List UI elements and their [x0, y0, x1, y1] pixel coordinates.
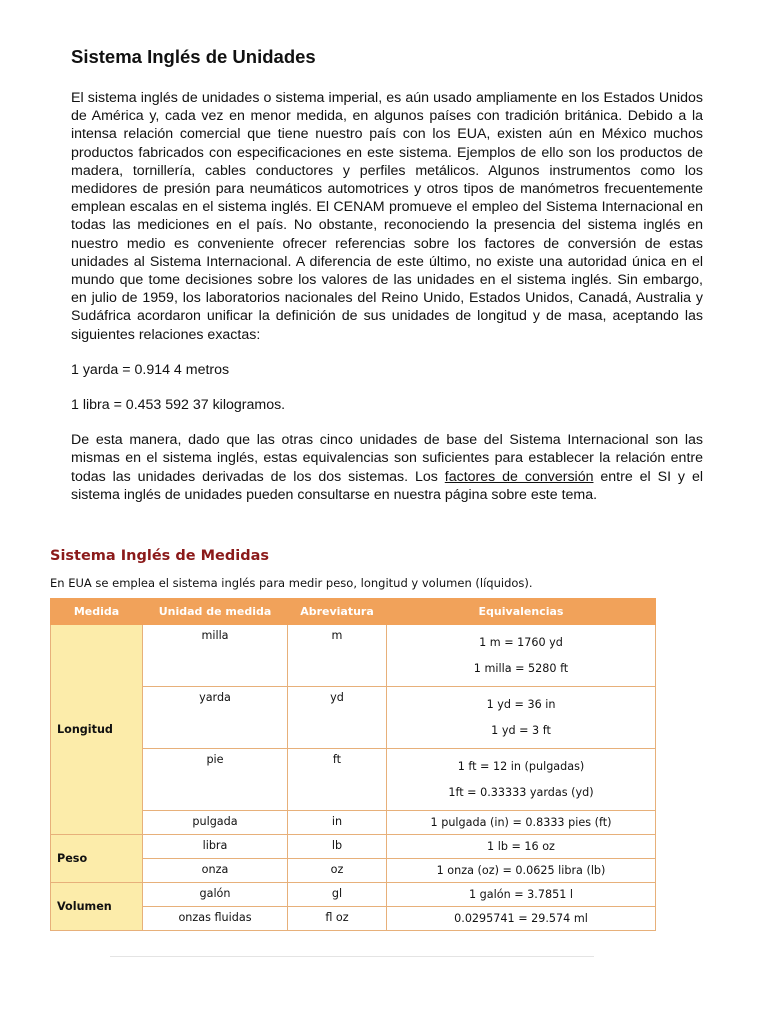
abbr-cell: oz: [288, 859, 387, 883]
equivalence-line: 1 ft = 12 in (pulgadas): [457, 759, 585, 773]
intro-paragraph: El sistema inglés de unidades o sistema imperial, es aún usado ampliamente en los Estados Unidos de América y, cada vez en menor medida, en algunos países con tradición británica. Debido a la intensa relación comercial que tiene nuestro país con los EUA, existen aún en México muchos productos fabricados con especificaciones en este sistema. Ejemplos de ello son los productos de madera, tornillería, cables conductores y perfiles metálicos. Algunos instrumentos como los medidores de presión para neumáticos automotrices y otros tipos de manómetros frecuentemente emplean escalas en el sistema inglés. El CENAM promueve el empleo del Sistema Internacional en todas las mediciones en el país. No obstante, reconociendo la presencia del sistema inglés en nuestro medio es conveniente ofrecer referencias sobre los factores de conversión de estas unidades al Sistema Internacional. A diferencia de este último, no existe una autoridad única en el mundo que tome decisiones sobre los valores de las unidades en el sistema inglés. Sin embargo, en julio de 1959, los laboratorios nacionales del Reino Unido, Estados Unidos, Canadá, Australia y Sudáfrica acordaron unificar la definición de sus unidades de longitud y de masa, aceptando las siguientes relaciones exactas:: [71, 90, 703, 343]
equivalence-cell: [387, 625, 656, 687]
equivalence-cell: 0.0295741 = 29.574 ml: [387, 907, 656, 931]
header-medida: Medida: [51, 599, 143, 625]
abbr-cell: m: [288, 625, 387, 687]
equivalence-cell: [387, 749, 656, 811]
header-abreviatura: Abreviatura: [288, 599, 387, 625]
equivalence-cell: 1 pulgada (in) = 0.8333 pies (ft): [387, 811, 656, 835]
equivalence-line: 1 yd = 3 ft: [491, 723, 551, 737]
section-title: Sistema Inglés de Medidas: [50, 548, 270, 564]
unit-cell: pulgada: [143, 811, 288, 835]
page-title: Sistema Inglés de Unidades: [71, 46, 316, 67]
abbr-cell: gl: [288, 883, 387, 907]
equivalence-cell: 1 lb = 16 oz: [387, 835, 656, 859]
table-row: [51, 625, 656, 687]
table-header-row: [51, 599, 656, 625]
table-row: [51, 835, 656, 859]
measures-table: [50, 598, 656, 931]
table-row: [51, 883, 656, 907]
conclusion-text-end: entre el SI y el sistema inglés de unidades pueden consultarse en nuestra página sobre este tema.: [71, 468, 703, 503]
equivalence-line: 1 milla = 5280 ft: [473, 661, 569, 675]
equivalence-cell: [387, 687, 656, 749]
equivalence-line: 1 m = 1760 yd: [479, 635, 563, 649]
category-peso: Peso: [51, 835, 143, 883]
section-intro: En EUA se emplea el sistema inglés para medir peso, longitud y volumen (líquidos).: [50, 576, 533, 590]
abbr-cell: ft: [288, 749, 387, 811]
unit-cell: libra: [143, 835, 288, 859]
unit-cell: yarda: [143, 687, 288, 749]
abbr-cell: fl oz: [288, 907, 387, 931]
libra-equivalence: 1 libra = 0.453 592 37 kilogramos.: [71, 397, 286, 414]
measures-section: [50, 548, 656, 931]
equivalence-cell: 1 galón = 3.7851 l: [387, 883, 656, 907]
equivalence-cell: 1 onza (oz) = 0.0625 libra (lb): [387, 859, 656, 883]
yarda-equivalence: 1 yarda = 0.914 4 metros: [71, 361, 230, 378]
unit-cell: onza: [143, 859, 288, 883]
header-equivalencias: Equivalencias: [387, 599, 656, 625]
abbr-cell: yd: [288, 687, 387, 749]
abbr-cell: lb: [288, 835, 387, 859]
abbr-cell: in: [288, 811, 387, 835]
header-unidad: Unidad de medida: [143, 599, 288, 625]
unit-cell: onzas fluidas: [143, 907, 288, 931]
category-longitud: Longitud: [51, 625, 143, 835]
unit-cell: pie: [143, 749, 288, 811]
conversion-factors-link[interactable]: factores de conversión: [444, 468, 594, 485]
conclusion-text-start: De esta manera, dado que las otras cinco unidades de base del Sistema Internacional son las mismas en el sistema inglés, estas equivalencias son suficientes para establecer la relación entre todas las unidades derivadas de los dos sistemas. Los: [71, 432, 703, 485]
equivalence-line: 1ft = 0.33333 yardas (yd): [448, 785, 594, 799]
category-volumen: Volumen: [51, 883, 143, 931]
unit-cell: galón: [143, 883, 288, 907]
document-body: [71, 46, 703, 521]
footer-divider: [110, 956, 594, 957]
equivalence-line: 1 yd = 36 in: [486, 697, 556, 711]
unit-cell: milla: [143, 625, 288, 687]
conclusion-paragraph: [71, 431, 703, 504]
